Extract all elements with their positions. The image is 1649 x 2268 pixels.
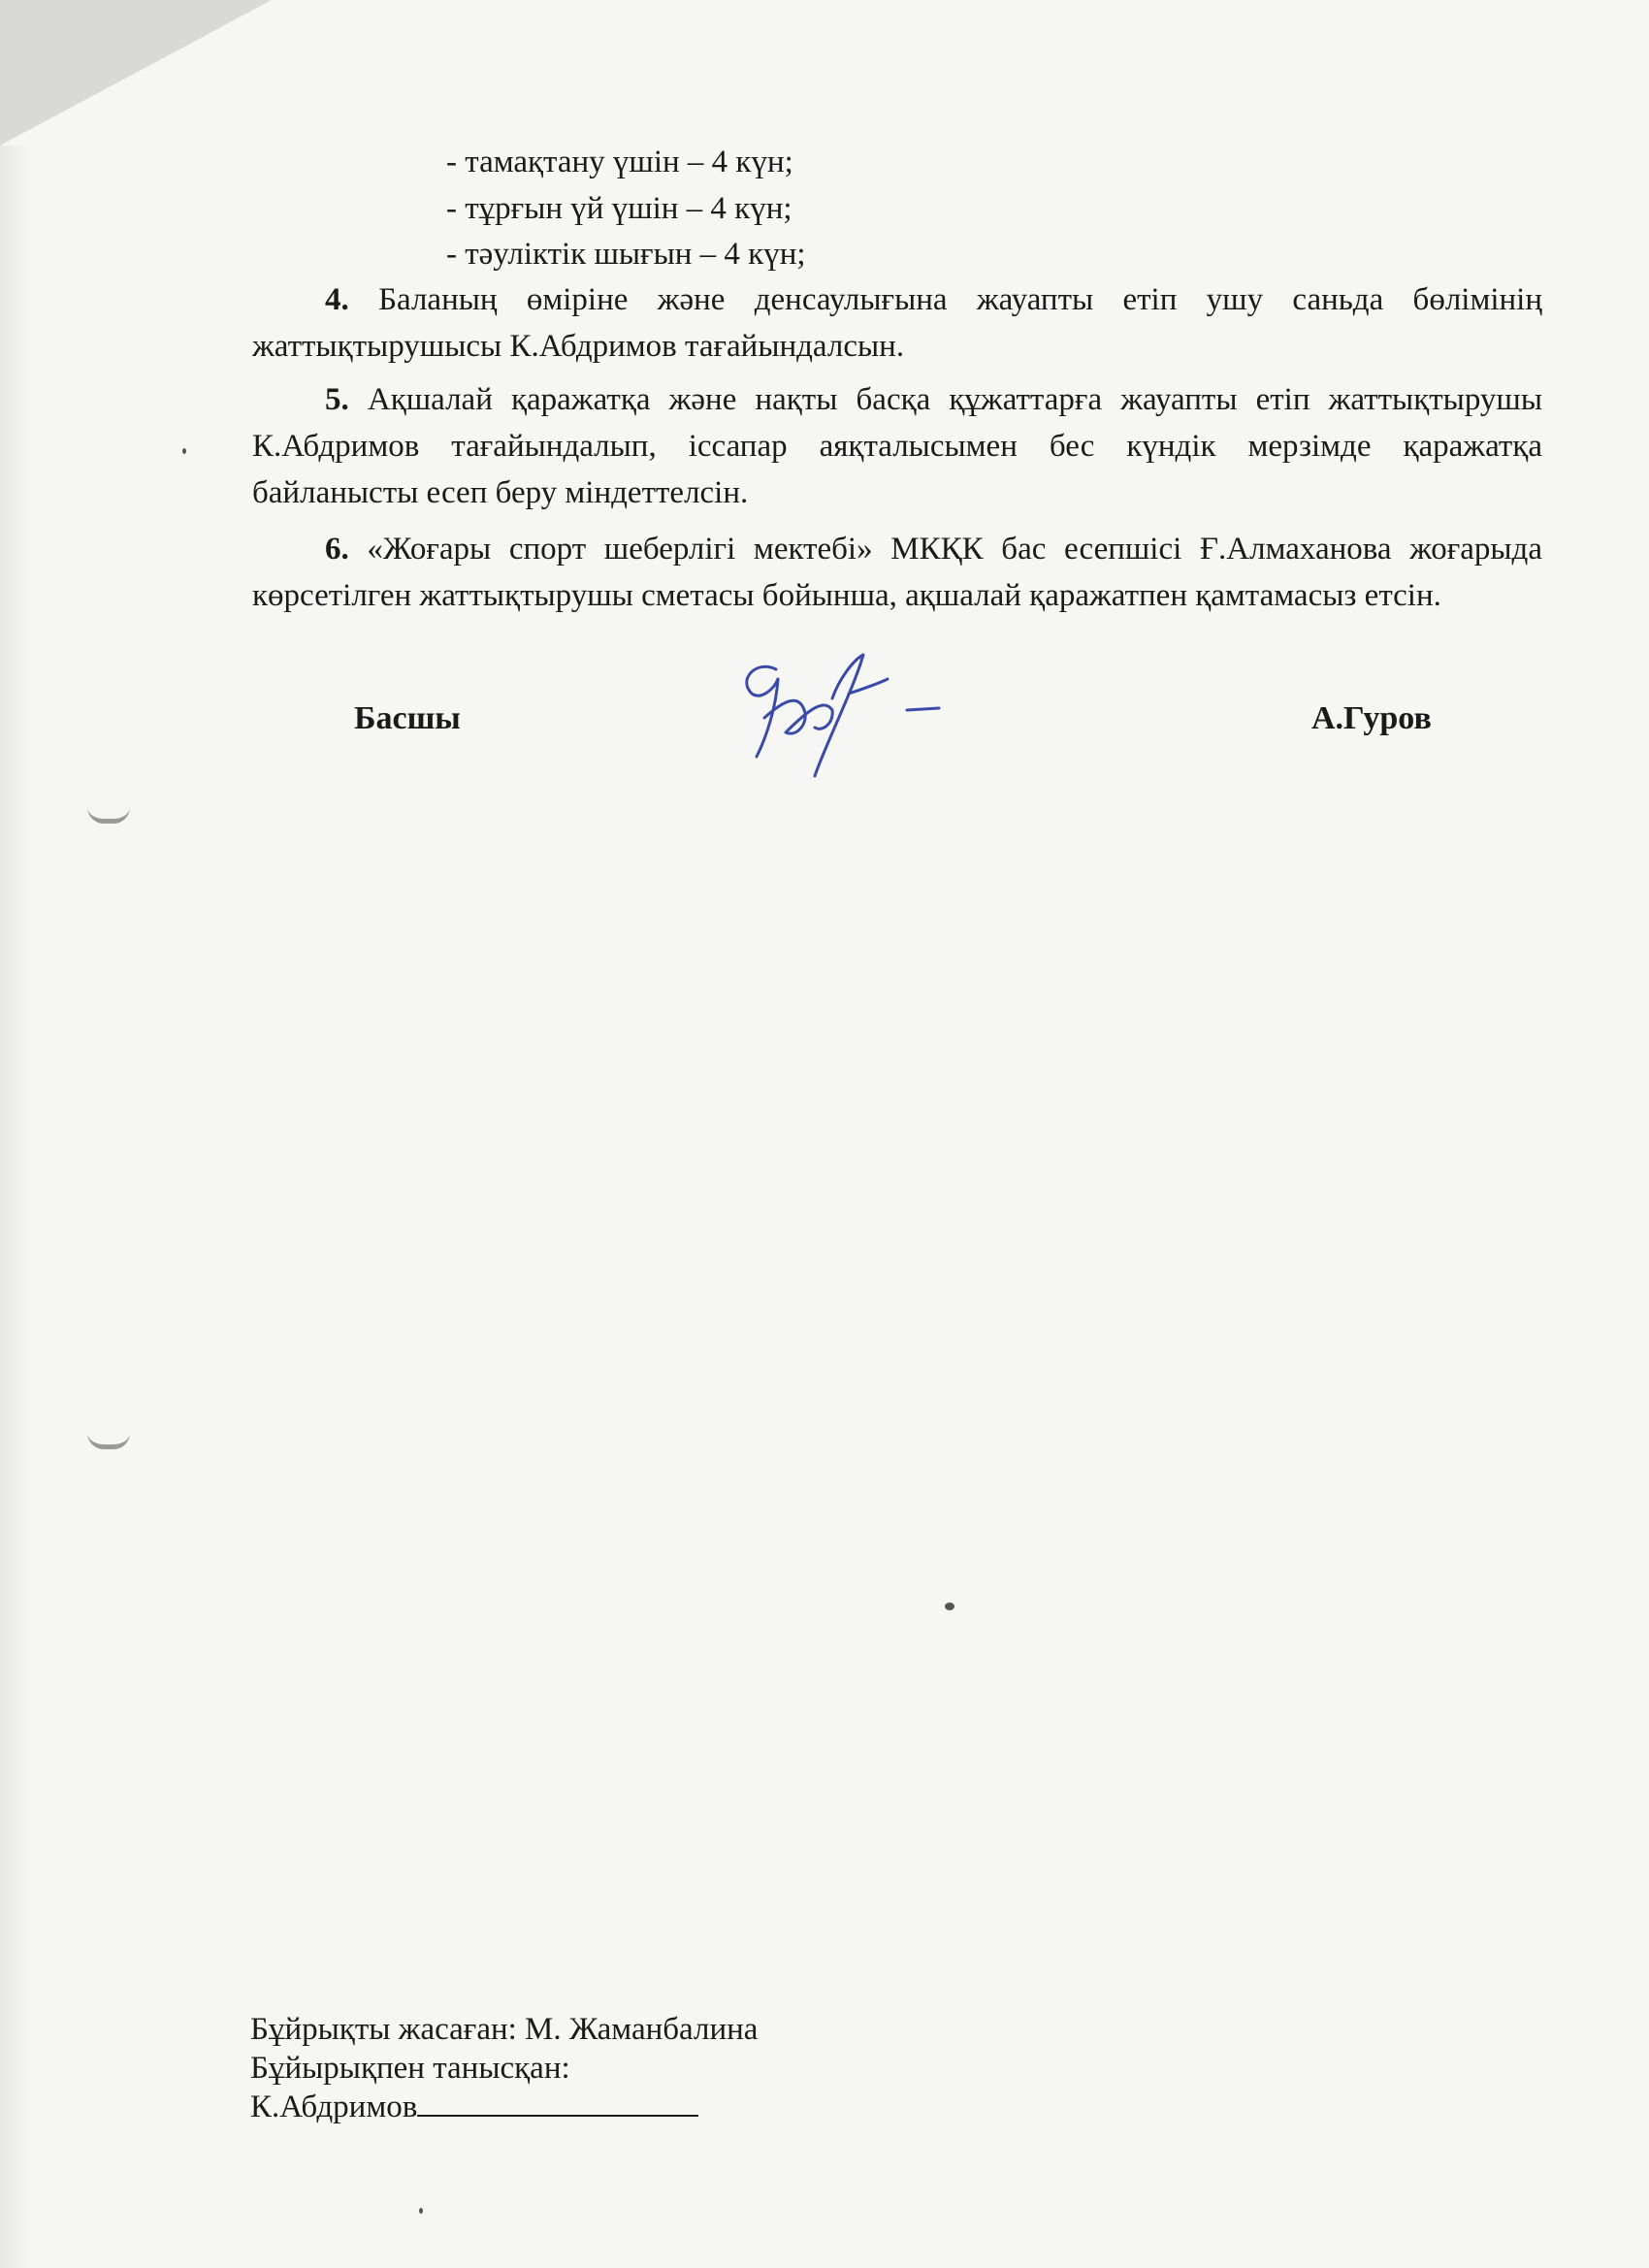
footer-prepared-by: Бұйрықты жасаған: М. Жаманбалина xyxy=(250,2012,759,2047)
handwritten-signature xyxy=(718,640,970,786)
paragraph-4-number: 4. xyxy=(325,282,349,317)
paragraph-5 xyxy=(252,376,1542,516)
scan-speck xyxy=(945,1603,954,1610)
paragraph-6-number: 6. xyxy=(325,532,349,567)
bullet-housing: - тұрғын үй үшін – 4 күн; xyxy=(446,191,792,226)
footer-acquaintance-line xyxy=(250,2088,698,2126)
paragraph-6-text: «Жоғары спорт шеберлігі мектебі» МКҚК бас есепшісі Ғ.Алмаханова жоғарыда көрсетілген жаттықтырушы сметасы бойынша, ақшалай қаражатпен қамтамасыз етсін. xyxy=(252,532,1542,613)
paragraph-4 xyxy=(252,276,1542,370)
document-page xyxy=(29,0,1649,2268)
sheet-left-edge xyxy=(0,146,31,2268)
paragraph-4-text: Баланың өміріне және денсаулығына жауапты етіп ушу саньда бөлімінің жаттықтырушысы К.Абдримов тағайындалсын. xyxy=(252,282,1543,364)
paragraph-5-number: 5. xyxy=(325,382,349,417)
punch-hole-mark xyxy=(87,807,130,824)
scan-speck xyxy=(182,448,186,454)
scan-speck xyxy=(419,2208,423,2214)
signatory-title: Басшы xyxy=(354,700,461,736)
bullet-food: - тамақтану үшін – 4 күн; xyxy=(446,145,793,179)
punch-hole-mark xyxy=(87,1433,130,1449)
signatory-name: А.Гуров xyxy=(1311,700,1432,736)
signature-blank-line xyxy=(417,2115,698,2117)
footer-person: К.Абдримов xyxy=(250,2090,418,2124)
paragraph-6 xyxy=(252,526,1542,619)
footer-acquainted: Бұйырықпен танысқан: xyxy=(250,2051,570,2086)
bullet-per-diem: - тәуліктік шығын – 4 күн; xyxy=(446,237,806,272)
paragraph-5-text: Ақшалай қаражатқа және нақты басқа құжаттарға жауапты етіп жаттықтырушы К.Абдримов тағайындалып, іссапар аяқталысымен бес күндік мерзімде қаражатқа байланысты есеп беру міндеттелсін. xyxy=(252,382,1543,510)
